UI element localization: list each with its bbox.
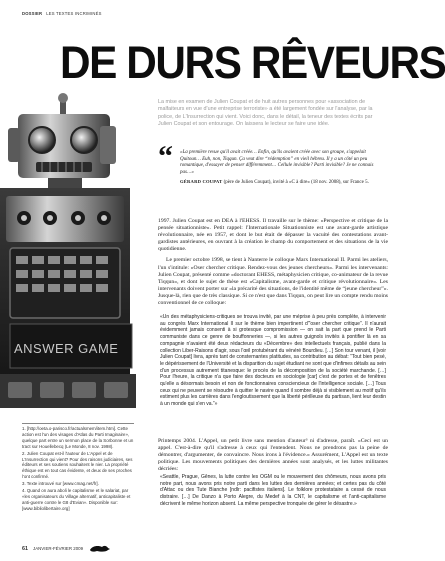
robot-screen-label: ANSWER GAME bbox=[14, 341, 119, 356]
pull-quote-author-detail: (père de Julien Coupat), invité à «C à dire» (18 nov. 2008), sur France 5. bbox=[223, 180, 369, 186]
section-label: DOSSIER bbox=[22, 11, 43, 16]
footnote: 4. Quand on aura aboli le capitalisme et le salariat, par «les organisateurs du Village alternatif, anticapitaliste et anti-guerre contre le G8 d'Evian». Disponible sur: [www.bibliolibertaire.org] bbox=[22, 488, 131, 511]
page-title: DE DURS RÊVEURS bbox=[60, 37, 445, 88]
footnote: 2. Julien Coupat est-il l'auteur de L'Appel et de L'Insurrection qui vient? Pour des raisons judiciaires, ses éditeurs et ses soutiens souhaitent le nier. La propriété éthique est en tout cas évidente, et deux de ses proches l'ont confirmé. bbox=[22, 450, 133, 480]
subsection-label: LES TEXTES INCRIMINÉS bbox=[46, 11, 102, 16]
article-body-appel: Printemps 2004. L'Appel, un petit livre sans mention d'auteur³ ni d'adresse, paraît. «Ceci est un appel. C'est-à-dire qu'il s'adresse à ceux qui l'entendent. Nous ne prendrons pas la peine de démontrer, d'argumenter, de convaincre. Nous irons à l'évidence.» Assurément, L'Appel est un texte politique. Les mouvements politiques des dernières années sont analysés, et les luttes militantes décriées: bbox=[158, 438, 388, 473]
quote-mark: “ bbox=[158, 140, 173, 173]
page-number: 61 bbox=[22, 545, 28, 552]
body-paragraph: Le premier octobre 1998, se tient à Nanterre le colloque Marx International II. Parmi les ateliers, l'un s'intitule: «Oser chercher critique. Rendez-vous des jeunes chercheurs». Parmi les intervenants: Julien Coupat, présenté comme «doctorant EHESS, métaphysicien critique, co-animateur de la revue Tiqqun», et dont le sujet de thèse est «Capitalisme, avant-garde et critique révolutionnaire». Les intervenants doivent porter sur «la précarité des situations, de l'identité même de “jeune chercheur”». Jusque-là, rien que de très classique. Si ce n'est que dans Tiqqun, on peut lire un compte rendu moins conventionnel de ce colloque: bbox=[158, 257, 388, 307]
lede-paragraph: La mise en examen de Julien Coupat et de huit autres personnes pour «association de malfaiteurs en vue d'une entreprise terroriste» a été largement fondée sur l'analyse, par la police, de L'Insurrection qui vient. Voici donc, dans le détail, la teneur des textes écrits par Julien Coupat et son entourage. On laissera le lecteur se faire une idée. bbox=[158, 99, 373, 128]
section-header bbox=[22, 11, 102, 16]
footnotes bbox=[22, 426, 136, 513]
footnote: 1. [http://oeta.o-parisco.fr/actualsmem/item.htm]. Cette action est l'un des visages d'Atlas du Parti Imaginaire», quelque part entre un sermon place de la Sorbonne et un tract sur Houellebecq (Le Monde, 8 nov. 1998). bbox=[22, 426, 134, 449]
pull-quote-author: GÉRARD COUPAT bbox=[180, 179, 223, 185]
pull-quote bbox=[180, 150, 380, 187]
body-paragraph: 1997. Julien Coupat est en DEA à l'EHESS. Il travaille sur le thème: «Perspective et critique de la pensée situationniste». Petit rappel: l'Internationale Situationniste est une avant-garde artistique révolutionnaire, née en 1957, et dont le but était de dépasser la vacuité des contestations avant-gardistes antérieures, en ouvrant à la création le champ du comportement et des situations de la vie quotidienne. bbox=[158, 218, 388, 253]
footnote: 3. Texte introuvé sur [www.cmag.net/fr]. bbox=[22, 481, 99, 487]
notes-divider bbox=[22, 423, 134, 424]
page-footer bbox=[22, 544, 111, 553]
article-body-intro bbox=[158, 218, 388, 311]
blockquote-tiqqun: «Un des métaphysiciens-critiques se trouva invité, par une méprise à peu près complète, à intervenir au congrès Marx International II sur le thème bien impertinent d'“oser chercher critique”. Il n'aurait évidemment jamais consenti à si grotesque compromission — on sait la part que prend le Parti communiste dans ce genre de bouffonneries —, si les autres guignols invités à pontifier là en sa compagnie n'avaient été deux rédacteurs du «Décembre» des intellectuels français, publié dans la collection Liber-Raisons d'agir, sous l'œil protubérant du vénéré Bourdieu. […] Son tour venant, il [voir Julien Coupat] livra, après tant de consternantes platitudes, sa contribution au débat: “Tout bien pesé, le dépérissement de l'Université et la disparition du sujet étudiant ne sont que d'infimes détails au sein d'un processus autrement titanesque: le procès de la décomposition de la société marchande. […] Pour l'heure, la critique n'a que faire des docteurs en sociologie [car] c'est de portes et de fenêtres qu'elle a désormais besoin et non de fonctionnaires consciencieux de l'intelligence sociale. […] Tous ceux qui ne peuvent se résoudre à quitter le navire quand il sombre déjà si visiblement au motif qu'ils estiment plus les carrières dans l'engloutissement que la liberté périlleuse du partisan, lient leur destin à un monde qui s'en va.”» bbox=[160, 314, 386, 408]
pull-quote-text: «La première revue qu'il avait créée… Enfin, qu'ils avaient créée avec son groupe, s'appelait Quitoun… Euh, non, Tiqqun. Ça veut dire “rédemption” en vieil hébreu. Il y a un côté un peu romantique, d'essayer de penser différemment… Cellule invisible? Parti invisible? Je ne connais pas…» bbox=[180, 150, 374, 175]
issue-date: JANVIER-FÉVRIER 2009 bbox=[33, 546, 84, 551]
pull-quote-attribution bbox=[180, 179, 380, 187]
robot-photo bbox=[0, 96, 150, 414]
blockquote-appel: «Seattle, Prague, Gênes, la lutte contre les OGM ou le mouvement des chômeurs, nous avons pris notre part, nous avons pris notre parti dans les luttes des dernières années; et certes pas du côté d'Attac ou des Tute Bianche [ndlr: pacifistes italiens]. Le folklore protestataire a cessé de nous distraire. […] De Danzo à Porto Alegre, du Medef à la CNT, le capitalisme et l'anti-capitalisme décrivent le même horizon absent. La même perspective tronquée de gérer le désastre.» bbox=[160, 474, 386, 507]
rat-logo-icon bbox=[89, 544, 111, 553]
